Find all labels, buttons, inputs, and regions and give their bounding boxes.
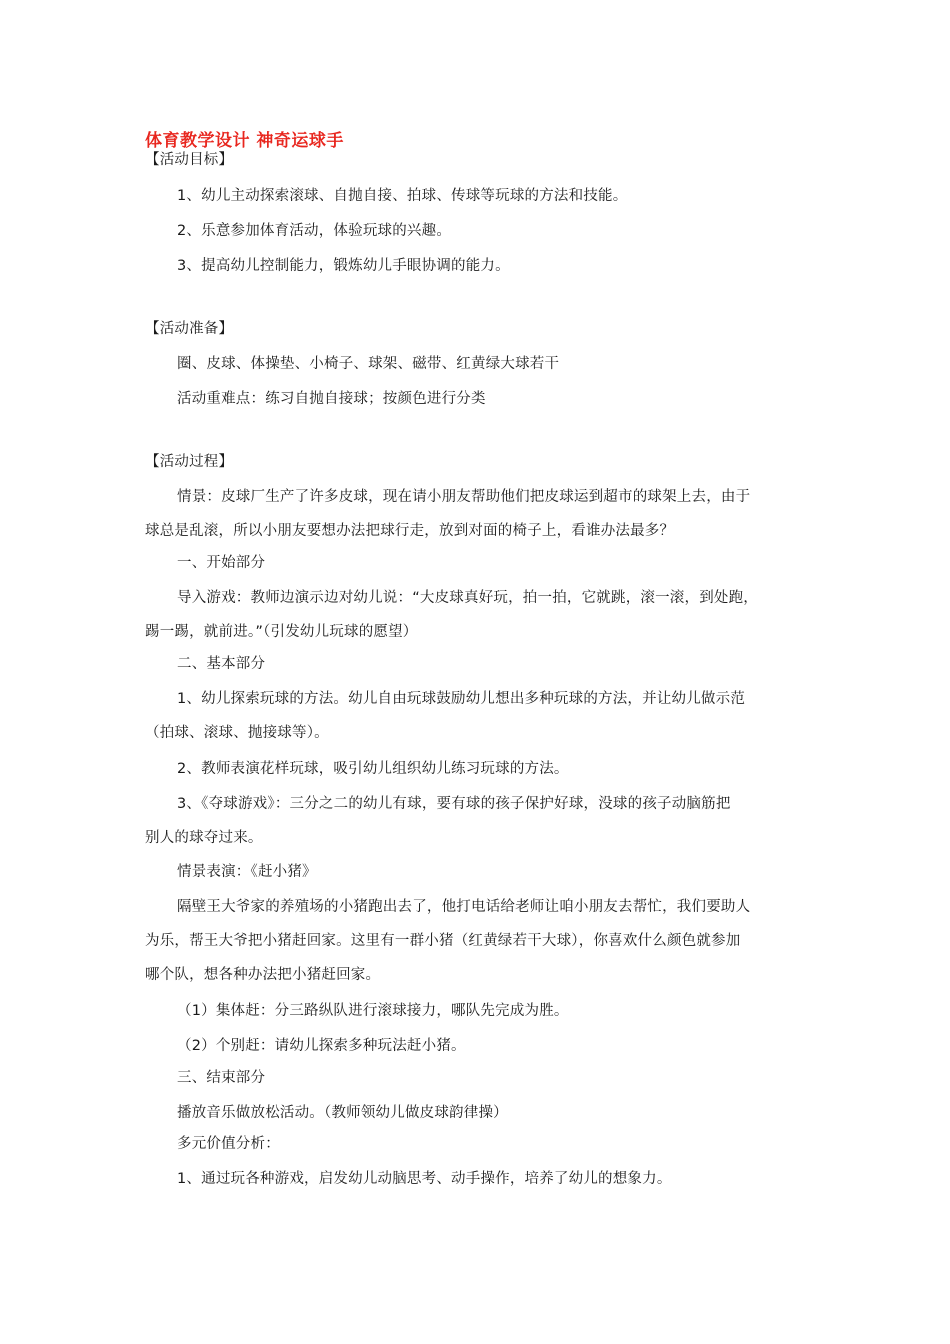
process-heading: 【活动过程】 xyxy=(145,454,234,470)
story-text: 哪个队，想各种办法把小猪赶回家。 xyxy=(145,967,381,983)
analysis-item: 1、通过玩各种游戏，启发幼儿动脑思考、动手操作，培养了幼儿的想象力。 xyxy=(177,1171,672,1187)
goals-heading: 【活动目标】 xyxy=(145,152,234,168)
prep-focus: 活动重难点：练习自抛自接球；按颜色进行分类 xyxy=(177,391,486,407)
part2-item: 1、幼儿探索玩球的方法。幼儿自由玩球鼓励幼儿想出多种玩球的方法，并让幼儿做示范 xyxy=(177,691,746,707)
story-text: 为乐，帮王大爷把小猪赶回家。这里有一群小猪（红黄绿若干大球），你喜欢什么颜色就参加 xyxy=(145,933,741,949)
story-option: （2）个别赶：请幼儿探索多种玩法赶小猪。 xyxy=(177,1038,466,1054)
part3-heading: 三、结束部分 xyxy=(177,1070,266,1086)
part2-item: （拍球、滚球、抛接球等）。 xyxy=(145,725,329,741)
part3-text: 播放音乐做放松活动。（教师领幼儿做皮球韵律操） xyxy=(177,1105,508,1121)
story-heading: 情景表演：《赶小猪》 xyxy=(177,864,317,880)
part2-item: 别人的球夺过来。 xyxy=(145,830,263,846)
goal-item: 1、幼儿主动探索滚球、自抛自接、拍球、传球等玩球的方法和技能。 xyxy=(177,188,628,204)
story-text: 隔壁王大爷家的养殖场的小猪跑出去了，他打电话给老师让咱小朋友去帮忙，我们要助人 xyxy=(177,899,751,915)
part1-intro: 踢一踢，就前进。”（引发幼儿玩球的愿望） xyxy=(145,624,418,640)
goal-item: 2、乐意参加体育活动，体验玩球的兴趣。 xyxy=(177,223,452,239)
part2-item: 3、《夺球游戏》：三分之二的幼儿有球，要有球的孩子保护好球，没球的孩子动脑筋把 xyxy=(177,796,731,812)
analysis-heading: 多元价值分析： xyxy=(177,1136,280,1152)
scenario-text: 情景：皮球厂生产了许多皮球，现在请小朋友帮助他们把皮球运到超市的球架上去，由于 xyxy=(177,489,751,505)
part2-item: 2、教师表演花样玩球，吸引幼儿组织幼儿练习玩球的方法。 xyxy=(177,761,569,777)
prep-materials: 圈、皮球、体操垫、小椅子、球架、磁带、红黄绿大球若干 xyxy=(177,356,560,372)
story-option: （1）集体赶：分三路纵队进行滚球接力，哪队先完成为胜。 xyxy=(177,1003,569,1019)
document-title: 体育教学设计 神奇运球手 xyxy=(145,131,344,151)
prep-heading: 【活动准备】 xyxy=(145,321,234,337)
part1-heading: 一、开始部分 xyxy=(177,555,266,571)
scenario-text: 球总是乱滚，所以小朋友要想办法把球行走，放到对面的椅子上，看谁办法最多？ xyxy=(145,523,675,539)
part2-heading: 二、基本部分 xyxy=(177,656,266,672)
goal-item: 3、提高幼儿控制能力，锻炼幼儿手眼协调的能力。 xyxy=(177,258,510,274)
part1-intro: 导入游戏：教师边演示边对幼儿说：“大皮球真好玩，拍一拍，它就跳，滚一滚，到处跑， xyxy=(177,590,759,606)
